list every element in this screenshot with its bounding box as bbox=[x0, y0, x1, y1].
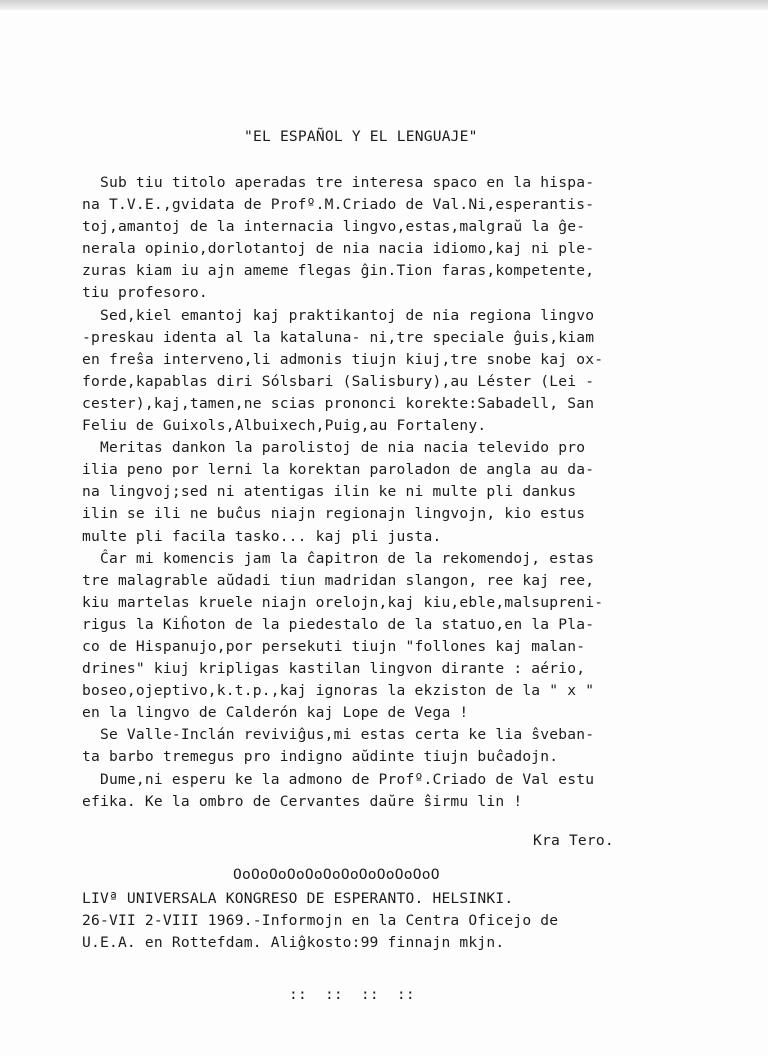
ornamental-divider: OoOoOoOoOoOoOoOoOoOoOoO bbox=[233, 866, 440, 883]
body-line: na T.V.E.,gvidata de Profº.M.Criado de Val.Ni,esperantis- bbox=[82, 196, 595, 214]
body-line: en la lingvo de Calderón kaj Lope de Vega ! bbox=[82, 704, 469, 722]
body-line: na lingvoj;sed ni atentigas ilin ke ni multe pli dankus bbox=[82, 483, 577, 501]
body-line: multe pli facila tasko... kaj pli justa. bbox=[82, 527, 442, 545]
body-line: ilia peno por lerni la korektan paroladon de angla au da- bbox=[82, 461, 595, 479]
footer-ornament: :: :: :: :: bbox=[289, 986, 415, 1003]
body-line: kiu martelas kruele niajn orelojn,kaj kiu,eble,malsupreni- bbox=[82, 593, 604, 611]
congress-announcement bbox=[82, 888, 682, 954]
body-line: Ĉar mi komencis jam la ĉapitron de la rekomendoj, estas bbox=[82, 549, 595, 567]
body-line: zuras kiam iu ajn ameme flegas ĝin.Tion faras,kompetente, bbox=[82, 262, 595, 280]
article-title: "EL ESPAÑOL Y EL LENGUAJE" bbox=[244, 128, 478, 145]
body-line: boseo,ojeptivo,k.t.p.,kaj ignoras la ekziston de la " x " bbox=[82, 682, 595, 700]
body-line: nerala opinio,dorlotantoj de nia nacia idiomo,kaj ni ple- bbox=[82, 240, 595, 258]
announcement-line: 26-VII 2-VIII 1969.-Informojn en la Centra Oficejo de bbox=[82, 912, 559, 930]
body-line: Sub tiu titolo aperadas tre interesa spaco en la hispa- bbox=[82, 174, 595, 191]
body-line: Meritas dankon la parolistoj de nia nacia televido pro bbox=[82, 439, 586, 457]
body-line: efika. Ke la ombro de Cervantes daŭre ŝirmu lin ! bbox=[82, 792, 523, 810]
body-line: rigus la Kiĥoton de la piedestalo de la statuo,en la Pla- bbox=[82, 615, 595, 633]
body-line: Sed,kiel emantoj kaj praktikantoj de nia regiona lingvo bbox=[82, 306, 595, 324]
body-line: ta barbo tremegus pro indigno aŭdinte tiujn buĉadojn. bbox=[82, 748, 559, 766]
article-body bbox=[82, 172, 722, 813]
body-line: drines" kiuj kripligas kastilan lingvon dirante : aério, bbox=[82, 660, 586, 678]
body-line: toj,amantoj de la internacia lingvo,estas,malgraŭ la ĝe- bbox=[82, 218, 586, 236]
body-line: tiu profesoro. bbox=[82, 284, 208, 302]
announcement-line: U.E.A. en Rottefdam. Aliĝkosto:99 finnajn mkjn. bbox=[82, 934, 505, 952]
body-line: -preskau identa al la kataluna- ni,tre speciale ĝuis,kiam bbox=[82, 328, 595, 346]
scan-edge bbox=[0, 0, 768, 10]
body-line: cester),kaj,tamen,ne scias prononci korekte:Sabadell, San bbox=[82, 394, 595, 412]
body-line: en freŝa interveno,li admonis tiujn kiuj,tre snobe kaj ox- bbox=[82, 350, 604, 368]
author-signature: Kra Tero. bbox=[533, 832, 614, 849]
announcement-line: LIVª UNIVERSALA KONGRESO DE ESPERANTO. HELSINKI. bbox=[82, 890, 514, 907]
body-line: co de Hispanujo,por persekuti tiujn "follones kaj malan- bbox=[82, 637, 586, 655]
body-line: forde,kapablas diri Sólsbari (Salisbury),au Léster (Lei - bbox=[82, 372, 595, 390]
body-line: tre malagrable aŭdadi tiun madridan slangon, ree kaj ree, bbox=[82, 571, 595, 589]
body-line: ilin se ili ne buĉus niajn regionajn lingvojn, kio estus bbox=[82, 505, 586, 523]
body-line: Feliu de Guixols,Albuixech,Puig,au Fortaleny. bbox=[82, 417, 487, 435]
body-line: Dume,ni esperu ke la admono de Profº.Criado de Val estu bbox=[82, 770, 595, 788]
body-line: Se Valle-Inclán reviviĝus,mi estas certa ke lia ŝveban- bbox=[82, 726, 595, 744]
